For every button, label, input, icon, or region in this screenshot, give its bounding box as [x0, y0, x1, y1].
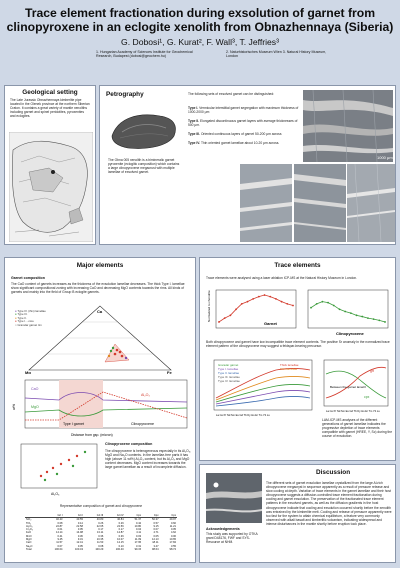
ternary-ca-label: Ca	[97, 309, 103, 314]
table-cell: 0.14	[77, 521, 83, 525]
legend-item: ● Type III.	[15, 312, 28, 317]
affiliation-2: 2. Naturhistorisches Museum Wien 3. Natural History Museum, London	[226, 50, 327, 59]
plot-cao-label: CaO	[31, 387, 39, 391]
table-cell: 12.41	[76, 541, 83, 545]
table-cell: 0.08	[57, 521, 63, 525]
chart-point	[235, 308, 237, 310]
laicp-text: LAM-ICP-MS analyses of the different generations of garnet lamellae indicates the progressive depletion of trace elements compatible with garnet (HREE, Y, Sc) during the course of exsolution.	[322, 418, 393, 439]
chart-point	[378, 319, 380, 321]
table-cell: 0.60	[170, 521, 176, 525]
legend-item: ● Type IV. (thin) lamellae	[15, 309, 46, 313]
table-cell: CaO	[26, 541, 32, 545]
ternary-fe-label: Fe	[167, 370, 172, 374]
table-cell: MnO	[26, 534, 32, 538]
affiliations	[96, 50, 336, 59]
svg-text:Al₂O₃: Al₂O₃	[51, 492, 60, 496]
poster-title: Trace element fractionation during exsolution of garnet from clinopyroxene in an eclogite xenolith from Obnazhennaya (Siberia)	[6, 6, 394, 34]
svg-text:Granular garnet: Granular garnet	[218, 363, 239, 367]
garnet-comp-text: The CaO content of garnets increases as the thickness of the exsolution lamellae decreases. The thick Type I. lamellae show significant compositional zoning with increasing CaO and decreasing MgO contents towards the rims. All kinds of garnets and mainly into the field of Group B eclogite garnets.	[11, 282, 185, 295]
table-cell: 4.71	[153, 531, 159, 535]
chart-point	[258, 296, 260, 298]
table-cell: 11.21	[169, 524, 176, 528]
table-cell: 100.29	[95, 547, 104, 551]
table-cell: 98.64	[152, 547, 159, 551]
chart-point	[339, 308, 341, 310]
table-cell: 0.10	[118, 544, 124, 548]
table-header-cell: Cpx	[142, 514, 159, 518]
table-cell: 0.06	[170, 534, 176, 538]
chart-point	[361, 316, 363, 318]
table-cell: 0.42	[136, 521, 142, 525]
affiliation-1: 1. Hungarian Academy of Sciences Institute for Geochemical Research, Budapest (dobosi@geochem.hu)	[96, 50, 193, 59]
table-cell: 12.13	[152, 538, 159, 542]
discussion-heading: Discussion	[316, 469, 351, 476]
table-cell: 0.07	[57, 544, 63, 548]
micrograph-left	[240, 164, 292, 242]
table-cell: 0.01	[57, 528, 63, 532]
grt-ree-label: grt	[370, 369, 374, 373]
table-cell: 99.15	[134, 547, 142, 551]
table-cell: 17.95	[134, 541, 142, 545]
table-cell: 11.53	[96, 541, 104, 545]
micro-scale-label: 1000 μm	[377, 155, 393, 160]
table-cell: 51.37	[134, 518, 142, 522]
svg-text:Type II. lamellae: Type II. lamellae	[218, 371, 240, 375]
table-cell: 22.58	[76, 524, 83, 528]
table-cell: 14.98	[76, 531, 83, 535]
chart-point	[310, 307, 312, 309]
cpx-chart-label: Clinopyroxene	[336, 331, 364, 336]
svg-text:wt%: wt%	[12, 403, 16, 410]
table-cell: 9.15	[153, 524, 159, 528]
table-cell: 0.17	[98, 528, 104, 532]
micrograph-main	[303, 90, 393, 162]
chart-point	[281, 301, 283, 303]
cpx-comp-subhead: Clinopyroxene composition	[105, 442, 153, 446]
table-cell: 22.65	[96, 524, 104, 528]
micrograph-right	[347, 164, 395, 242]
table-cell: 22.56	[117, 524, 124, 528]
table-cell: 3.55	[170, 544, 176, 548]
plot-left-label: Type I garnet	[63, 422, 84, 426]
cpx-comp-text: The clinopyroxene is heterogeneous especially in its Al₂O₃, MgO and Na₂O contents. In the lamellae-free parts it has high (above 11 wt%) Al₂O₃ content, but its Al₂O₃ and MgO content decreases. MgO content increases towards the large garnet lamellae as a result of incomplete diffusion.	[105, 449, 192, 470]
table-cell: 40.55	[76, 518, 83, 522]
table-cell: 0.05	[77, 544, 83, 548]
type-2: Type II. Elongated discontinuous garnet layers with average thicknesses of 500 μm.	[188, 119, 298, 128]
table-cell: 17.84	[169, 541, 176, 545]
table-cell: 0.08	[98, 544, 104, 548]
trace-heading: Trace elements	[274, 262, 321, 269]
discussion-panel	[199, 464, 396, 563]
garnet-types-list	[188, 106, 300, 146]
chart-point	[264, 294, 266, 296]
petrography-panel	[99, 85, 396, 245]
sample-caption: The Obna 005 xenolith is a bimineralic garnet pyroxenite (eclogitic composition) which contains a large clinopyroxene megacrust with multiple lamellae of exsolved garnet.	[108, 158, 180, 175]
trace-y-axis: Normalized to chondrite	[207, 290, 211, 322]
table-cell: 0.05	[153, 534, 159, 538]
table-cell: Al₂O₃	[26, 524, 33, 528]
svg-text:Type I. lamellae: Type I. lamellae	[218, 367, 239, 371]
svg-text:Thick lamellae: Thick lamellae	[280, 363, 299, 367]
chart-point	[275, 298, 277, 300]
table-cell: Na₂O	[26, 544, 33, 548]
table-cell: 10.35	[96, 538, 104, 542]
table-cell: 0.26	[118, 521, 124, 525]
trace-ree-chart	[320, 358, 392, 414]
chart-point	[247, 301, 249, 303]
geo-heading: Geological setting	[22, 89, 78, 96]
authors: G. Dobosi¹, G. Kurat², F. Wall³, T. Jeffries³	[121, 37, 279, 47]
garnet-comp-subhead: Garnet composition	[11, 276, 45, 280]
ree-axis-labels: La Ce Pr Nd Sm Eu Gd Tb Dy Ho Er Tm Yb Lu	[216, 414, 270, 417]
table-header-cell: Cpx	[160, 514, 177, 518]
chart-point	[356, 314, 358, 316]
trace-elements-panel	[199, 257, 396, 461]
table-cell: 12.15	[117, 541, 124, 545]
type-3: Type III. Oriented continuous layers of garnet 50-200 μm across	[188, 132, 282, 137]
chart-point	[218, 321, 220, 323]
chart-point	[384, 321, 386, 323]
table-cell: 10.07	[117, 538, 124, 542]
garnet-chart-label: Garnet	[264, 321, 277, 326]
table-caption: Representative composition of garnet and clinopyroxene	[59, 504, 143, 508]
table-cell: 14.14	[56, 531, 63, 535]
table-cell: 0.36	[118, 534, 124, 538]
table-cell: 4.11	[136, 531, 142, 535]
table-header-cell: Grt I	[64, 514, 84, 518]
table-cell: Cr₂O₃	[26, 528, 33, 532]
table-cell: Total	[26, 547, 32, 551]
table-cell: 12.87	[117, 531, 124, 535]
table-cell: 0.05	[77, 528, 83, 532]
micrograph-middle	[294, 164, 346, 242]
chart-point	[321, 301, 323, 303]
table-row	[25, 548, 177, 551]
table-cell: 10.80	[134, 524, 142, 528]
ternary-mg-label: Mg	[25, 370, 31, 374]
table-cell: 11.57	[56, 541, 63, 545]
garnet-chart	[216, 290, 296, 328]
chart-point	[327, 302, 329, 304]
table-cell: 0.36	[77, 534, 83, 538]
table-cell: 4.62	[170, 531, 176, 535]
type-4: Type IV. Thin oriented garnet lamellae about 10-20 μm across.	[188, 141, 280, 146]
svg-text:Thin lamellae: Thin lamellae	[280, 367, 298, 371]
major-elements-panel	[4, 257, 196, 563]
table-cell: 13.11	[96, 531, 104, 535]
plot-al2o3-label: Al₂O₃	[141, 393, 150, 397]
cpx-scatter-plot	[11, 442, 101, 498]
cpx-chart	[308, 290, 388, 336]
ternary-legend	[15, 310, 75, 327]
table-header-cell: Grt IV	[104, 514, 124, 518]
legend-item: ● Type II.	[15, 315, 27, 320]
composition-table-grid	[25, 514, 177, 551]
table-cell: 40.84	[117, 518, 124, 522]
plot-mgo-label: MgO	[31, 405, 39, 409]
table-cell: 98.74	[169, 547, 176, 551]
chart-point	[241, 303, 243, 305]
trace-big-chart	[206, 358, 316, 420]
between-label: Between the garnet lamellI	[330, 385, 366, 389]
ack-heading: Acknowledgements	[206, 527, 240, 531]
table-cell: 0.04	[136, 528, 142, 532]
chart-point	[333, 305, 335, 307]
geo-text: The Late Jurassic Obnazhennaya kimberlite pipe located in the Olenek province at the northern Siberian Craton. It contains a great variety of mantle xenoliths including garnet and spinel peridotites, pyroxenites and eclogites.	[10, 98, 90, 119]
table-cell: 0.26	[98, 521, 104, 525]
legend-item: ○ Granular garnet rim	[15, 322, 42, 327]
chart-point	[229, 314, 231, 316]
types-intro: The following sets of exsolved garnet can be distinguished:	[188, 92, 275, 96]
trace-middle-text: Both clinopyroxene and garnet have low incompatible trace element contents. The positive Sr anomaly in the normalized trace element pattern of the clinopyroxene may suggest a feldspar-bearing precursor.	[206, 340, 390, 349]
trace-small-charts	[206, 288, 392, 338]
table-cell: 9.45	[57, 538, 63, 542]
table-cell: 0.05	[170, 528, 176, 532]
table-cell: 50.37	[152, 518, 159, 522]
table-header-cell: Cpx	[125, 514, 142, 518]
chart-point	[367, 317, 369, 319]
table-cell: 22.87	[56, 524, 63, 528]
table-cell: 40.80	[96, 518, 104, 522]
table-cell: 100.43	[74, 547, 83, 551]
table-cell: 0.41	[57, 534, 63, 538]
geo-map	[9, 132, 93, 242]
chart-point	[292, 305, 294, 307]
sample-photo	[108, 108, 180, 152]
plot-x-axis: Distance from gsp. (micron)	[71, 433, 113, 437]
discussion-text: The different sets of garnet exsolution lamellae crystallized from the large Al-rich clinopyroxene megacryst in sequence apparently as a result of pressure release and slow cooling at depth. Variation of trace elements in the garnet lamellae and their host clinopyroxene suggests a diffusion-controlled trace element fractionation during cooling and garnet exsolution. The preservation of the fractionated trace element patterns in the exsolved garnets, as well as the diffusion gradients in the host clinopyroxene indicate that cooling and exsolution occurred shortly before the xenolith was entrained by the kimberlite melt. Cooling and release of pressure apparently were too fast for the system to attain chemical equilibrium, a feature very commonly observed with alkali basalt and kimberlitic volcanism, indicating widespread and intense disturbances in the mantle shortly before eruption took place.	[266, 481, 392, 526]
ack-text: This study was supported by OTKA grant D48176, FWF and SYS-Resource at NHM.	[206, 532, 258, 545]
table-cell: 3.47	[153, 544, 159, 548]
chart-point	[350, 312, 352, 314]
table-cell: 0.17	[118, 528, 124, 532]
table-cell: 100.40	[115, 547, 124, 551]
table-cell: 49.97	[169, 518, 176, 522]
table-cell: 11.09	[134, 538, 142, 542]
composition-table	[25, 514, 177, 551]
table-cell: TiO₂	[26, 521, 32, 525]
svg-text:Type IV. lamellae: Type IV. lamellae	[218, 379, 240, 383]
table-cell: SiO₂	[26, 518, 32, 522]
type-1: Type I. Vermicular interstitial garnet segregation with maximum thickness of 1000-2000 μm	[188, 106, 299, 115]
discussion-image	[206, 473, 262, 523]
table-cell: 3.31	[136, 544, 142, 548]
cpx-ree-label: cpx	[364, 395, 370, 399]
table-cell: 0.07	[153, 528, 159, 532]
chart-point	[286, 303, 288, 305]
table-cell: 0.03	[136, 534, 142, 538]
table-cell: 0.57	[153, 521, 159, 525]
table-cell: 18.11	[152, 541, 159, 545]
table-cell: 0.36	[98, 534, 104, 538]
legend-item: ● Type I. - core	[15, 319, 34, 324]
chart-point	[252, 298, 254, 300]
petrography-heading: Petrography	[106, 91, 144, 98]
plot-right-label: Clinopyroxene	[131, 422, 154, 426]
geological-setting-panel	[4, 85, 96, 245]
table-header-cell: Grt I	[43, 514, 63, 518]
table-cell: 100.04	[54, 547, 63, 551]
profile-plot	[11, 378, 191, 440]
trace-intro: Trace elements were analysed using a laser ablation ICP-MS at the Natural History Museum in London.	[206, 276, 358, 280]
table-cell: 9.31	[77, 538, 83, 542]
table-cell: 40.43	[56, 518, 63, 522]
table-header-cell: Grt III	[84, 514, 104, 518]
chart-point	[373, 318, 375, 320]
major-heading: Major elements	[76, 262, 124, 269]
chart-point	[269, 296, 271, 298]
chart-point	[344, 311, 346, 313]
svg-text:La Ce Pr Nd Sm Eu Gd Tb Dy Ho: La Ce Pr Nd Sm Eu Gd Tb Dy Ho Er Tm Yb Lu	[326, 410, 380, 413]
chart-point	[316, 303, 318, 305]
table-cell: FeO	[26, 531, 32, 535]
table-cell: 10.65	[169, 538, 176, 542]
chart-point	[224, 317, 226, 319]
svg-text:Type III. lamellae: Type III. lamellae	[218, 375, 240, 379]
table-cell: MgO	[26, 538, 32, 542]
